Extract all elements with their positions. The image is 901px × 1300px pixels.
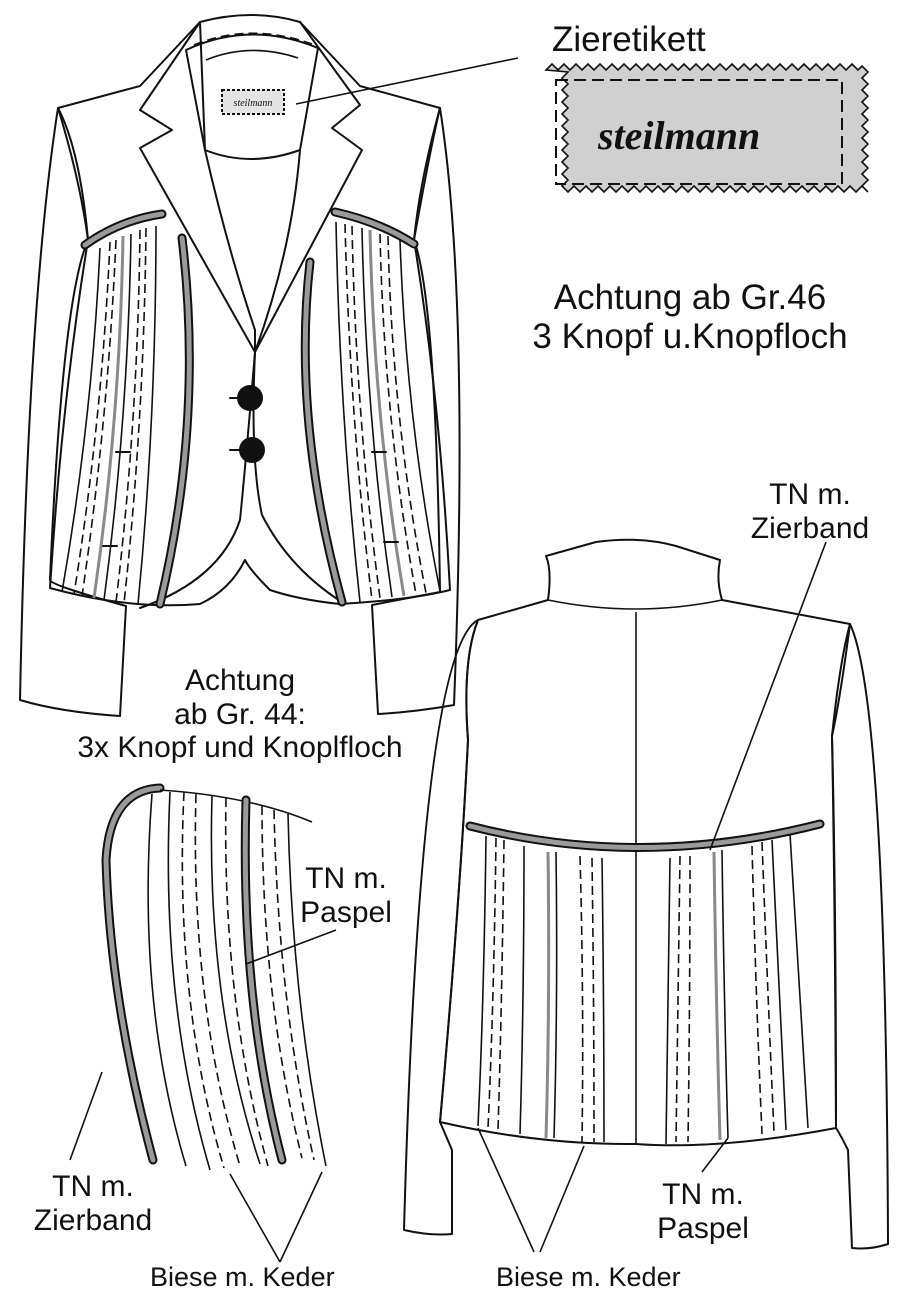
jacket-front-view: [20, 15, 518, 716]
callout-text: TN m.: [305, 862, 387, 895]
callout-text: Zierband: [750, 511, 870, 545]
front-right-sleeve: [372, 108, 460, 714]
callout-text: Zierband: [33, 1203, 153, 1237]
note-size-46: [500, 278, 880, 356]
zieretikett-title: Zieretikett: [552, 20, 706, 59]
callout-biese-back: Biese m. Keder: [496, 1262, 681, 1292]
callout-text: Paspel: [300, 895, 392, 929]
note-size-44: [40, 664, 440, 765]
callout-tn-paspel-detail: [276, 862, 416, 929]
note-size-46-line2: 3 Knopf u.Knopfloch: [532, 317, 848, 357]
callout-tn-zierband-detail: [8, 1170, 178, 1237]
front-left-sleeve: [20, 108, 126, 716]
button: [237, 385, 263, 411]
callout-text: TN m.: [769, 478, 851, 511]
note-size-46-line1: Achtung ab Gr.46: [553, 278, 827, 317]
callout-text: TN m.: [52, 1170, 134, 1203]
collar-label-text: steilmann: [233, 98, 273, 109]
zieretikett-brand: steilmann: [598, 113, 761, 158]
callout-tn-paspel-back: [628, 1178, 778, 1245]
jacket-back-view: [404, 540, 888, 1252]
callout-text: Paspel: [657, 1211, 749, 1245]
back-right-sleeve: [832, 624, 888, 1249]
note-size-44-line1: Achtung: [184, 664, 296, 697]
note-size-44-line2: ab Gr. 44:: [174, 697, 306, 731]
callout-biese-detail: Biese m. Keder: [150, 1262, 335, 1292]
back-body: [440, 540, 850, 1146]
button: [239, 437, 265, 463]
callout-text: TN m.: [662, 1178, 744, 1211]
note-size-44-line3: 3x Knopf und Knoplfloch: [77, 731, 403, 765]
callout-tn-zierband-back: [720, 478, 900, 545]
front-left-lapel: [140, 22, 255, 352]
back-panel-stitching: [478, 834, 808, 1144]
